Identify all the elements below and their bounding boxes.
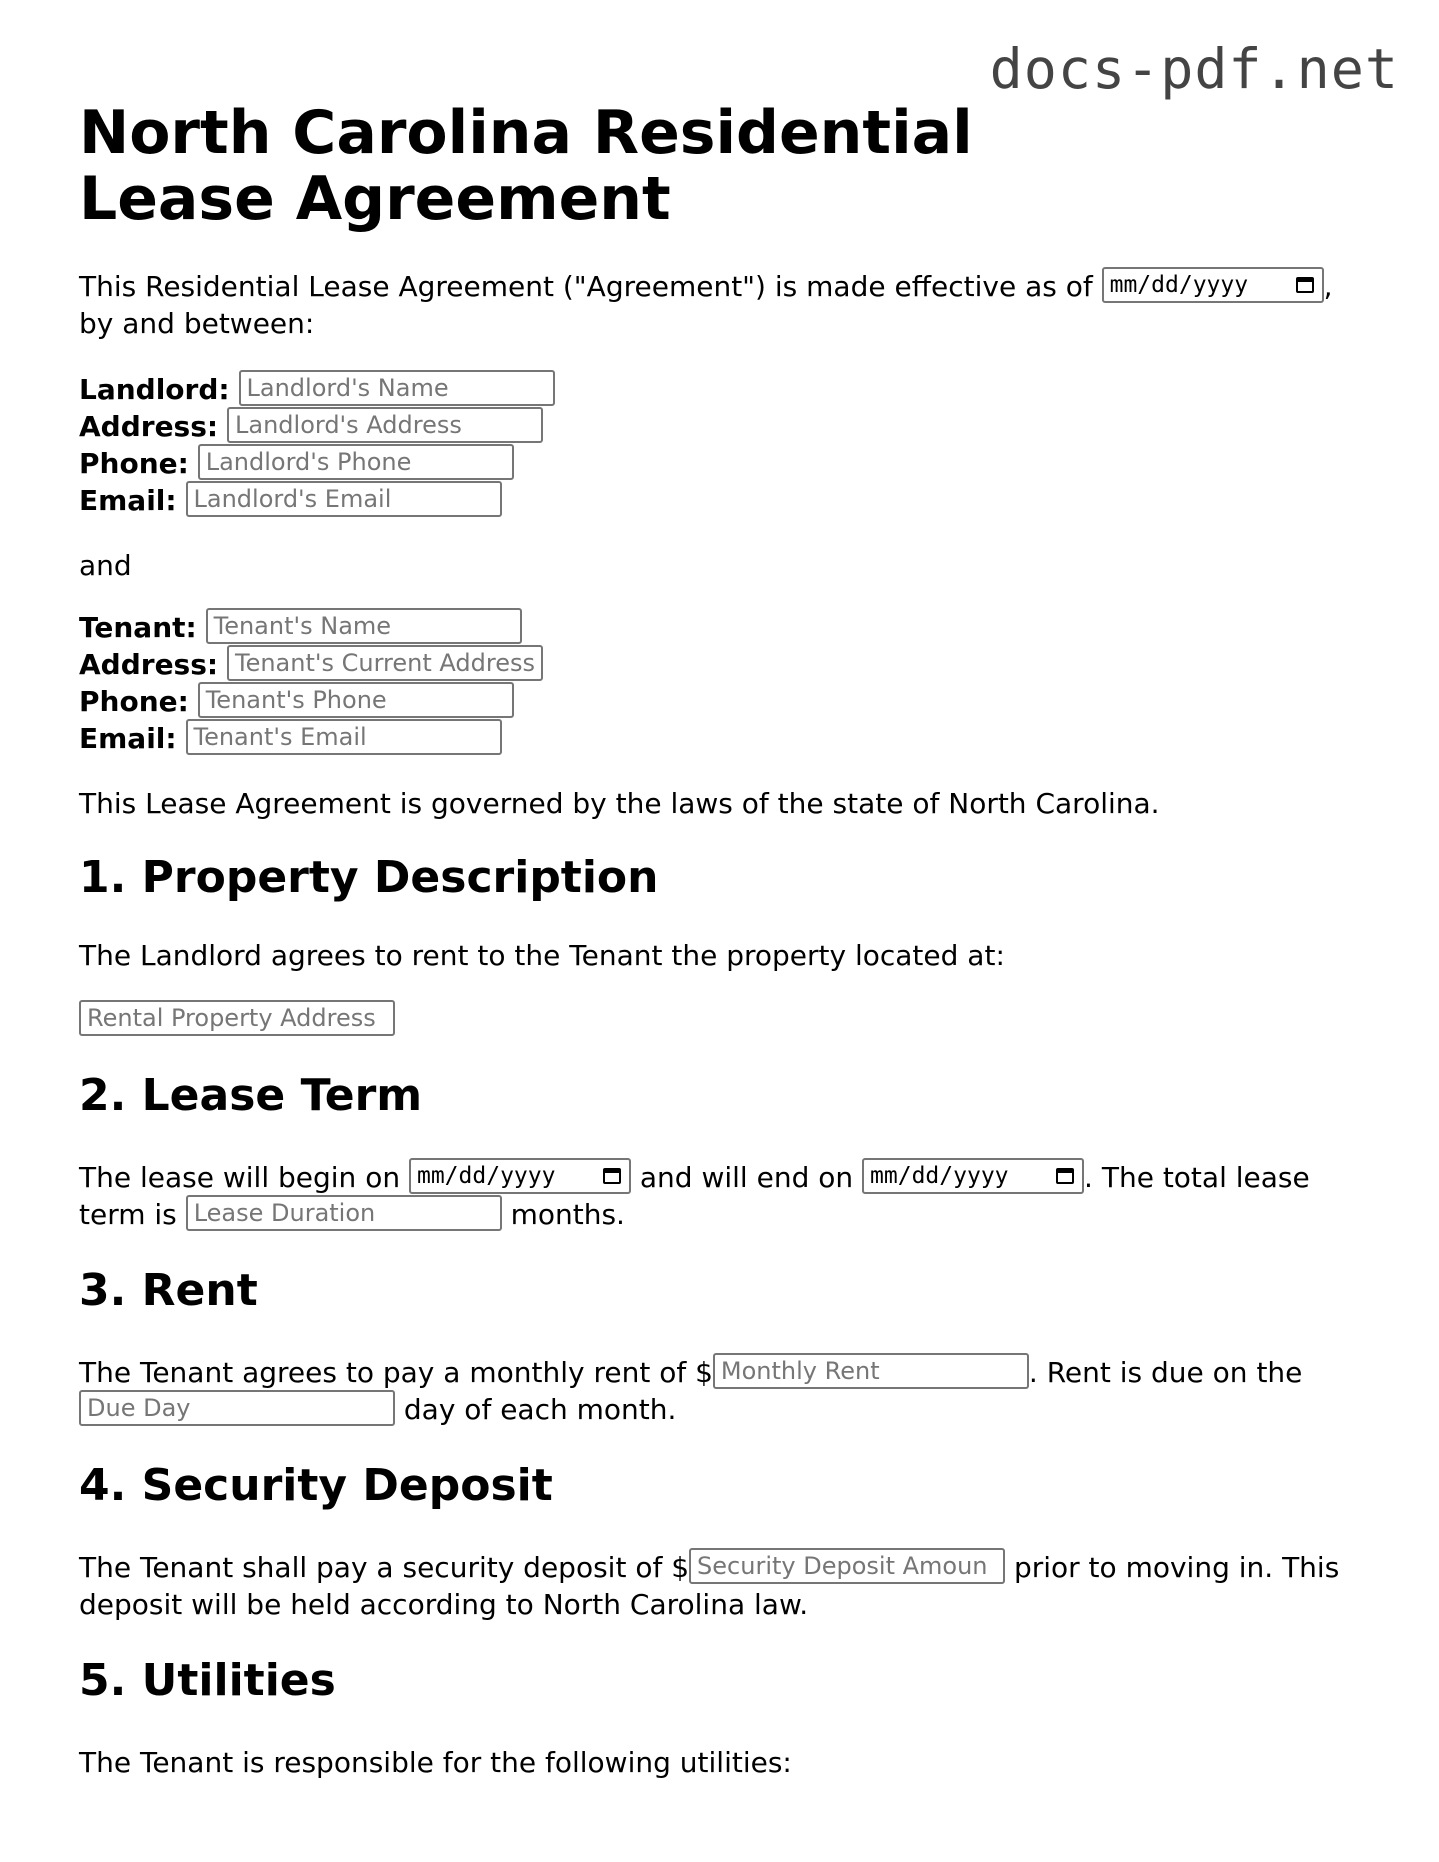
landlord-email-input[interactable]: Landlord's Email	[186, 481, 502, 517]
due-day-input[interactable]: Due Day	[79, 1390, 395, 1426]
months-text: months.	[510, 1198, 625, 1231]
date-placeholder: mm/dd/yyyy	[416, 1163, 556, 1189]
section-1-field-row	[79, 1001, 395, 1039]
monthly-rent-input[interactable]: Monthly Rent	[713, 1353, 1029, 1389]
tenant-address-row	[79, 646, 543, 683]
section-2-line-2	[79, 1196, 625, 1234]
section-4-line-1	[79, 1549, 1339, 1587]
tenant-address-label: Address:	[79, 648, 219, 681]
section-4-line-2: deposit will be held according to North Carolina law.	[79, 1588, 809, 1621]
section-3-line-2	[79, 1391, 676, 1429]
prior-moving-text: prior to moving in. This	[1013, 1551, 1340, 1584]
landlord-name-input[interactable]: Landlord's Name	[239, 370, 555, 406]
landlord-name-label: Landlord:	[79, 373, 230, 406]
tenant-email-label: Email:	[79, 722, 177, 755]
effective-date-input[interactable]	[1102, 267, 1324, 303]
term-is-text: term is	[79, 1198, 177, 1231]
tenant-phone-input[interactable]: Tenant's Phone	[198, 682, 514, 718]
section-2-heading: 2. Lease Term	[79, 1070, 423, 1121]
section-3-line-1	[79, 1354, 1302, 1392]
tenant-phone-label: Phone:	[79, 685, 189, 718]
landlord-email-row	[79, 482, 555, 519]
tenant-phone-row	[79, 683, 543, 720]
landlord-email-label: Email:	[79, 484, 177, 517]
governing-law-text: This Lease Agreement is governed by the laws of the state of North Carolina.	[79, 787, 1160, 820]
total-lease-text: . The total lease	[1084, 1161, 1310, 1194]
landlord-address-label: Address:	[79, 410, 219, 443]
site-watermark: docs-pdf.net	[989, 37, 1399, 101]
section-5-heading: 5. Utilities	[79, 1655, 336, 1706]
section-1-heading: 1. Property Description	[79, 852, 659, 903]
section-2-line-1	[79, 1159, 1310, 1197]
landlord-phone-input[interactable]: Landlord's Phone	[198, 444, 514, 480]
calendar-icon[interactable]	[603, 1168, 621, 1184]
tenant-address-input[interactable]: Tenant's Current Address	[227, 645, 543, 681]
calendar-icon[interactable]	[1056, 1168, 1074, 1184]
lease-duration-input[interactable]: Lease Duration	[186, 1195, 502, 1231]
lease-start-date-input[interactable]	[409, 1158, 631, 1194]
landlord-address-input[interactable]: Landlord's Address	[227, 407, 543, 443]
section-3-heading: 3. Rent	[79, 1265, 258, 1316]
date-placeholder: mm/dd/yyyy	[870, 1163, 1009, 1189]
landlord-phone-label: Phone:	[79, 447, 189, 480]
intro-paragraph	[79, 268, 1333, 306]
landlord-address-row	[79, 408, 555, 445]
intro-text: This Residential Lease Agreement ("Agreement") is made effective as of	[79, 270, 1093, 303]
landlord-name-row	[79, 371, 555, 408]
rent-due-text: . Rent is due on the	[1028, 1356, 1303, 1389]
security-deposit-text: The Tenant shall pay a security deposit of $	[79, 1551, 690, 1584]
lease-begin-text: The lease will begin on	[79, 1161, 401, 1194]
tenant-name-input[interactable]: Tenant's Name	[206, 608, 522, 644]
tenant-email-row	[79, 720, 543, 757]
monthly-rent-text: The Tenant agrees to pay a monthly rent of $	[79, 1356, 713, 1389]
section-1-text: The Landlord agrees to rent to the Tenant the property located at:	[79, 939, 1005, 972]
landlord-phone-row	[79, 445, 555, 482]
tenant-block	[79, 609, 543, 757]
lease-end-text: and will end on	[639, 1161, 854, 1194]
landlord-block	[79, 371, 555, 519]
date-placeholder: mm/dd/yyyy	[1109, 272, 1249, 298]
rental-property-address-input[interactable]: Rental Property Address	[79, 1000, 395, 1036]
tenant-email-input[interactable]: Tenant's Email	[186, 719, 502, 755]
and-text: and	[79, 549, 132, 582]
security-deposit-input[interactable]: Security Deposit Amoun	[689, 1548, 1005, 1584]
tenant-name-label: Tenant:	[79, 611, 197, 644]
day-of-month-text: day of each month.	[403, 1393, 677, 1426]
page-title: North Carolina Residential Lease Agreement	[79, 98, 973, 234]
intro-comma: ,	[1323, 270, 1333, 303]
lease-end-date-input[interactable]	[862, 1158, 1084, 1194]
intro-line-2: by and between:	[79, 307, 315, 340]
section-5-text: The Tenant is responsible for the following utilities:	[79, 1746, 792, 1779]
tenant-name-row	[79, 609, 543, 646]
calendar-icon[interactable]	[1296, 277, 1314, 293]
section-4-heading: 4. Security Deposit	[79, 1460, 553, 1511]
